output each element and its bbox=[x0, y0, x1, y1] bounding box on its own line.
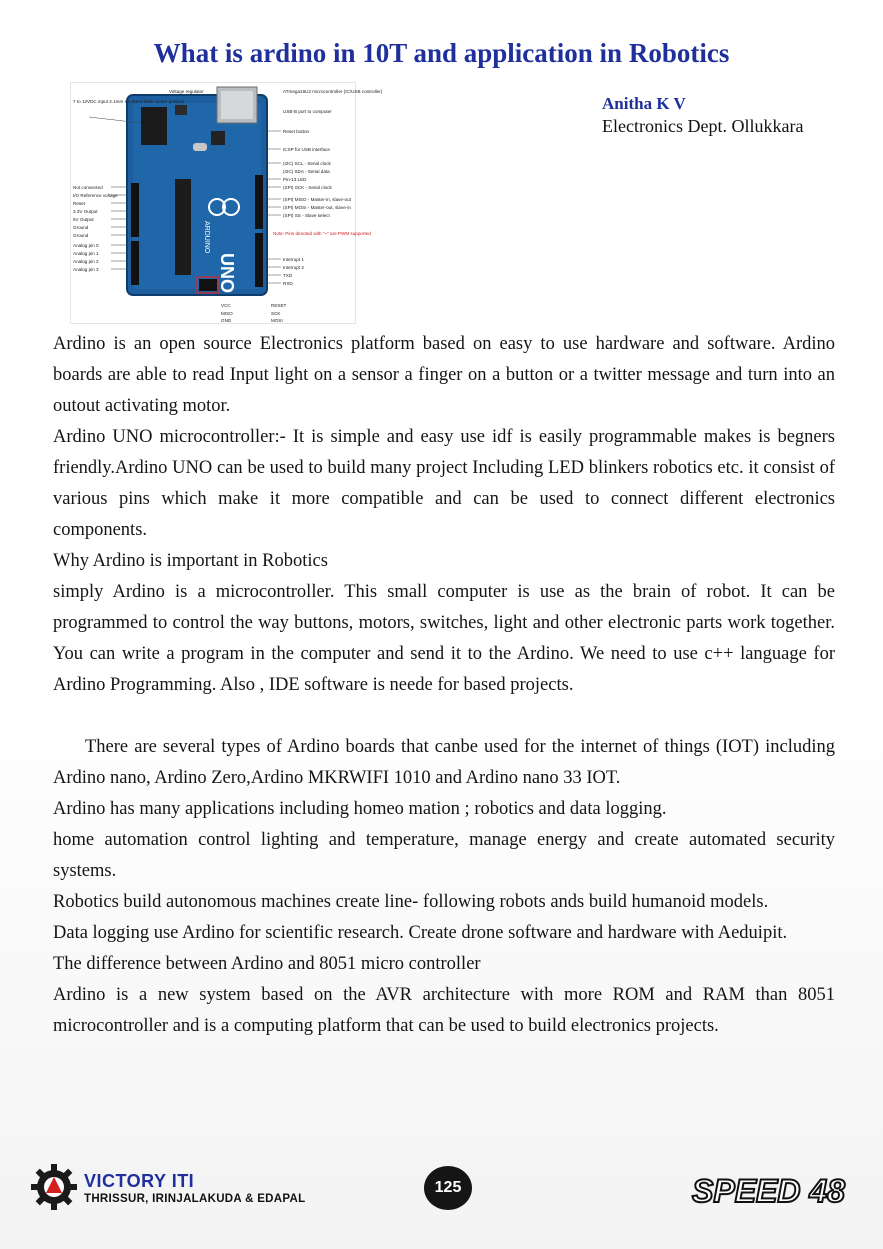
label-right-1: Reset button bbox=[283, 129, 310, 134]
paragraph-home-automation: home automation control lighting and temperature, manage energy and create automated security systems. bbox=[53, 830, 835, 881]
paragraph-spacer bbox=[53, 701, 835, 732]
victory-iti-gear-logo bbox=[30, 1163, 78, 1211]
label-right-12: TXD bbox=[283, 273, 293, 278]
label-right-3: (I2C) SCL - Serial clock bbox=[283, 161, 331, 166]
paragraph-8051: Ardino is a new system based on the AVR architecture with more ROM and RAM than 8051 microcontroller and is a computing platform that can be used to build electronics projects. bbox=[53, 985, 835, 1036]
paragraph-data-logging: Data logging use Ardino for scientific research. Create drone software and hardware with Aeduipit. bbox=[53, 923, 788, 943]
section-heading-8051: The difference between Ardino and 8051 micro controller bbox=[53, 954, 481, 974]
author-block bbox=[602, 93, 803, 137]
paragraph-intro: Ardino is an open source Electronics platform based on easy to use hardware and software. Ardino boards are able to read Input light on a sensor a finger on a button or a twitter message and turn into an outout activating motor. bbox=[53, 334, 835, 416]
label-left-2: I/O Reference voltage bbox=[73, 193, 118, 198]
board-brand-label: ARDUINO bbox=[203, 221, 210, 254]
label-left-5: 5V Output bbox=[73, 217, 94, 222]
label-left-1: Not connected bbox=[73, 185, 103, 190]
label-right-2: ICSP for USB interface bbox=[283, 147, 330, 152]
arduino-uno-diagram bbox=[70, 82, 383, 324]
label-bottom-2: GND bbox=[221, 318, 232, 323]
speed-logo-text: SPEED 48 bbox=[692, 1173, 845, 1209]
label-top-2: ATmega16U2 microcontroller (IC/USB controller) bbox=[283, 89, 383, 94]
label-bottom-0: VCC bbox=[221, 303, 231, 308]
board-uno-label: UNO bbox=[217, 253, 237, 293]
label-right-0: USB-B port to computer bbox=[283, 109, 332, 114]
paragraph-applications: Ardino has many applications including homeo mation ; robotics and data logging. bbox=[53, 799, 667, 819]
author-name: Anitha K V bbox=[602, 94, 686, 113]
pwm-note: Note: Pins denoted with "~" are PWM supported bbox=[273, 231, 371, 236]
label-right-4: (I2C) SDA - Serial data bbox=[283, 169, 330, 174]
paragraph-robotics: simply Ardino is a microcontroller. This small computer is use as the brain of robot. It can be programmed to control the way buttons, motors, switches, light and other electronic parts work together. You can write a program in the computer and send it to the Ardino. We need to use c++ language for Ardino Programming. Also , IDE software is neede for based projects. bbox=[53, 582, 835, 695]
label-right-6: (SPI) SCK - Serial clock bbox=[283, 185, 332, 190]
label-bottom-1: MISO bbox=[221, 311, 233, 316]
label-bottom-5: MOSI bbox=[271, 318, 283, 323]
label-right-7: (SPI) MISO - Master-in, slave-out bbox=[283, 197, 351, 202]
org-name: VICTORY ITI bbox=[84, 1171, 195, 1191]
label-left-7: Ground bbox=[73, 233, 89, 238]
label-dc-input: 7 to 12VDC input 2.1mm x 5.5mm Male center positive bbox=[73, 99, 185, 104]
paragraph-uno: Ardino UNO microcontroller:- It is simple and easy use idf is easily programmable makes is begners friendly.Ardino UNO can be used to build many project Including LED blinkers robotics etc. it consist of various pins which make it more compatible and can be used to connect different electronics components. bbox=[53, 427, 835, 540]
label-left-4: 3.3V Output bbox=[73, 209, 98, 214]
label-left-6: Ground bbox=[73, 225, 89, 230]
label-right-10: Interrupt 1 bbox=[283, 257, 304, 262]
page-number-badge: 125 bbox=[424, 1166, 472, 1210]
label-right-11: Interrupt 2 bbox=[283, 265, 304, 270]
label-bottom-4: SCK bbox=[271, 311, 281, 316]
author-department: Electronics Dept. Ollukkara bbox=[602, 116, 804, 136]
label-left-9: Analog pin 0 bbox=[73, 243, 99, 248]
speed-48-logo bbox=[688, 1166, 845, 1212]
label-left-12: Analog pin 3 bbox=[73, 267, 99, 272]
article-body bbox=[53, 329, 835, 1042]
label-left-11: Analog pin 2 bbox=[73, 259, 99, 264]
label-right-5: Pin-13 LED bbox=[283, 177, 307, 182]
paragraph-iot-boards: There are several types of Ardino boards that canbe used for the internet of things (IOT) including Ardino nano, Ardino Zero,Ardino MKRWIFI 1010 and Ardino nano 33 IOT. bbox=[53, 737, 835, 788]
label-top-0: Voltage regulator bbox=[169, 89, 204, 94]
label-left-10: Analog pin 1 bbox=[73, 251, 99, 256]
label-right-9: (SPI) SS - Slave select bbox=[283, 213, 330, 218]
label-right-8: (SPI) MOSI - Master-out, slave-in bbox=[283, 205, 351, 210]
label-bottom-3: RESET bbox=[271, 303, 287, 308]
org-locations: THRISSUR, IRINJALAKUDA & EDAPAL bbox=[84, 1193, 306, 1205]
page-title: What is ardino in 10T and application in Robotics bbox=[153, 38, 730, 68]
paragraph-robotics-builds: Robotics build autonomous machines create line- following robots ands build humanoid models. bbox=[53, 892, 769, 912]
section-heading-robotics: Why Ardino is important in Robotics bbox=[53, 551, 328, 571]
label-right-13: RXD bbox=[283, 281, 293, 286]
footer-organization bbox=[84, 1171, 305, 1207]
label-left-3: Reset bbox=[73, 201, 86, 206]
